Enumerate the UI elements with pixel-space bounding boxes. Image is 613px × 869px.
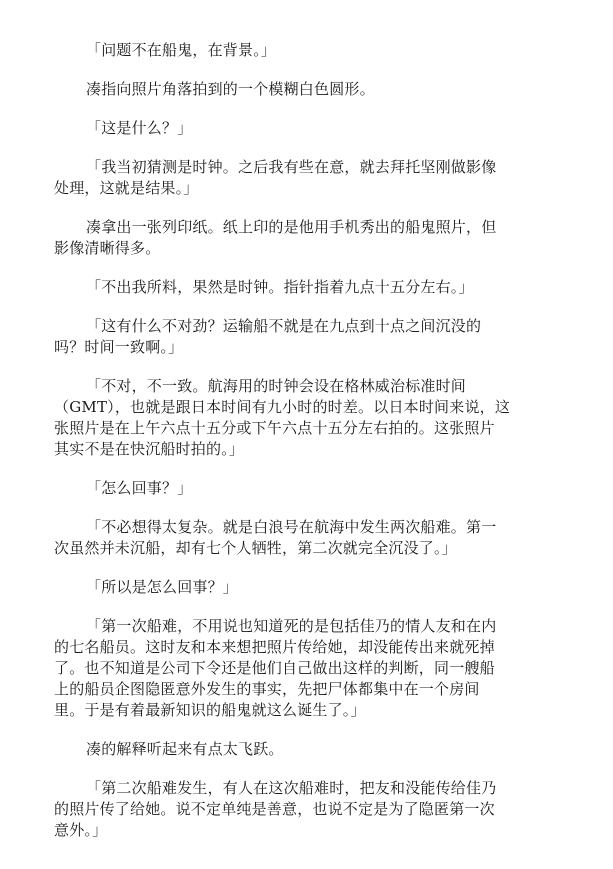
paragraph-line: 「所以是怎么回事？」 [86,578,239,596]
paragraph-line: 「这有什么不对劲？运输船不就是在九点到十点之间沉没的 [86,317,482,335]
paragraph-line: 张照片是在上午六点十五分或下午六点十五分左右拍的。这张照片 [54,419,495,437]
paragraph [54,778,559,841]
paragraph-line: 「第二次船难发生，有人在这次船难时，把友和没能传给佳乃 [86,779,497,797]
paragraph [54,316,559,358]
paragraph [54,79,559,100]
paragraph [54,517,559,559]
paragraph-line: 上的船员企图隐匿意外发生的事实，先把尸体都集中在一个房间 [54,680,480,698]
paragraph-line: 「不出我所料，果然是时钟。指针指着九点十五分左右。」 [86,278,474,296]
paragraph-line: 次虽然并未沉船，却有七个人牺牲，第二次就完全沉没了。」 [54,539,457,557]
paragraph-line: 「不对，不一致。航海用的时钟会设在格林威治标准时间 [86,377,467,395]
paragraph [54,277,559,298]
paragraph-line: 意外。」 [54,821,108,839]
paragraph-line: 其实不是在快沉船时拍的。」 [54,440,245,458]
paragraph-line: 凑的解释听起来有点太飞跃。 [86,740,284,758]
paragraph-line: 「这是什么？」 [86,119,193,137]
paragraph-line: 「我当初猜测是时钟。之后我有些在意，就去拜托坚刚做影像 [86,158,497,176]
paragraph [54,217,559,259]
paragraph-line: 「不必想得太复杂。就是白浪号在航海中发生两次船难。第一 [86,518,497,536]
paragraph [54,157,559,199]
paragraph-line: 影像清晰得多。 [54,239,161,257]
paragraph-line: 处理，这就是结果。」 [54,179,199,197]
paragraph-line: 里。于是有着最新知识的船鬼就这么诞生了。」 [54,701,366,719]
paragraph [54,40,559,61]
paragraph-line: 凑拿出一张列印纸。纸上印的是他用手机秀出的船鬼照片，但 [86,218,497,236]
paragraph-line: （GMT），也就是跟日本时间有九小时的时差。以日本时间来说，这 [54,398,511,416]
paragraph-line: 「怎么回事？」 [86,479,193,497]
paragraph-line: 了。也不知道是公司下令还是他们自己做出这样的判断，同一艘船 [54,659,495,677]
paragraph [54,478,559,499]
document-page [54,40,559,859]
paragraph-line: 的七名船员。这时友和本来想把照片传给她，却没能传出来就死掉 [54,638,495,656]
paragraph [54,376,559,460]
paragraph-line: 「第一次船难，不用说也知道死的是包括佳乃的情人友和在内 [86,617,497,635]
paragraph [54,739,559,760]
paragraph [54,616,559,721]
paragraph [54,118,559,139]
paragraph-line: 凑指向照片角落拍到的一个模糊白色圆形。 [86,80,375,98]
paragraph-line: 吗？时间一致啊。」 [54,338,184,356]
paragraph-line: 「问题不在船鬼，在背景。」 [86,41,277,59]
paragraph [54,577,559,598]
paragraph-line: 的照片传了给她。说不定单纯是善意，也说不定是为了隐匿第一次 [54,800,495,818]
